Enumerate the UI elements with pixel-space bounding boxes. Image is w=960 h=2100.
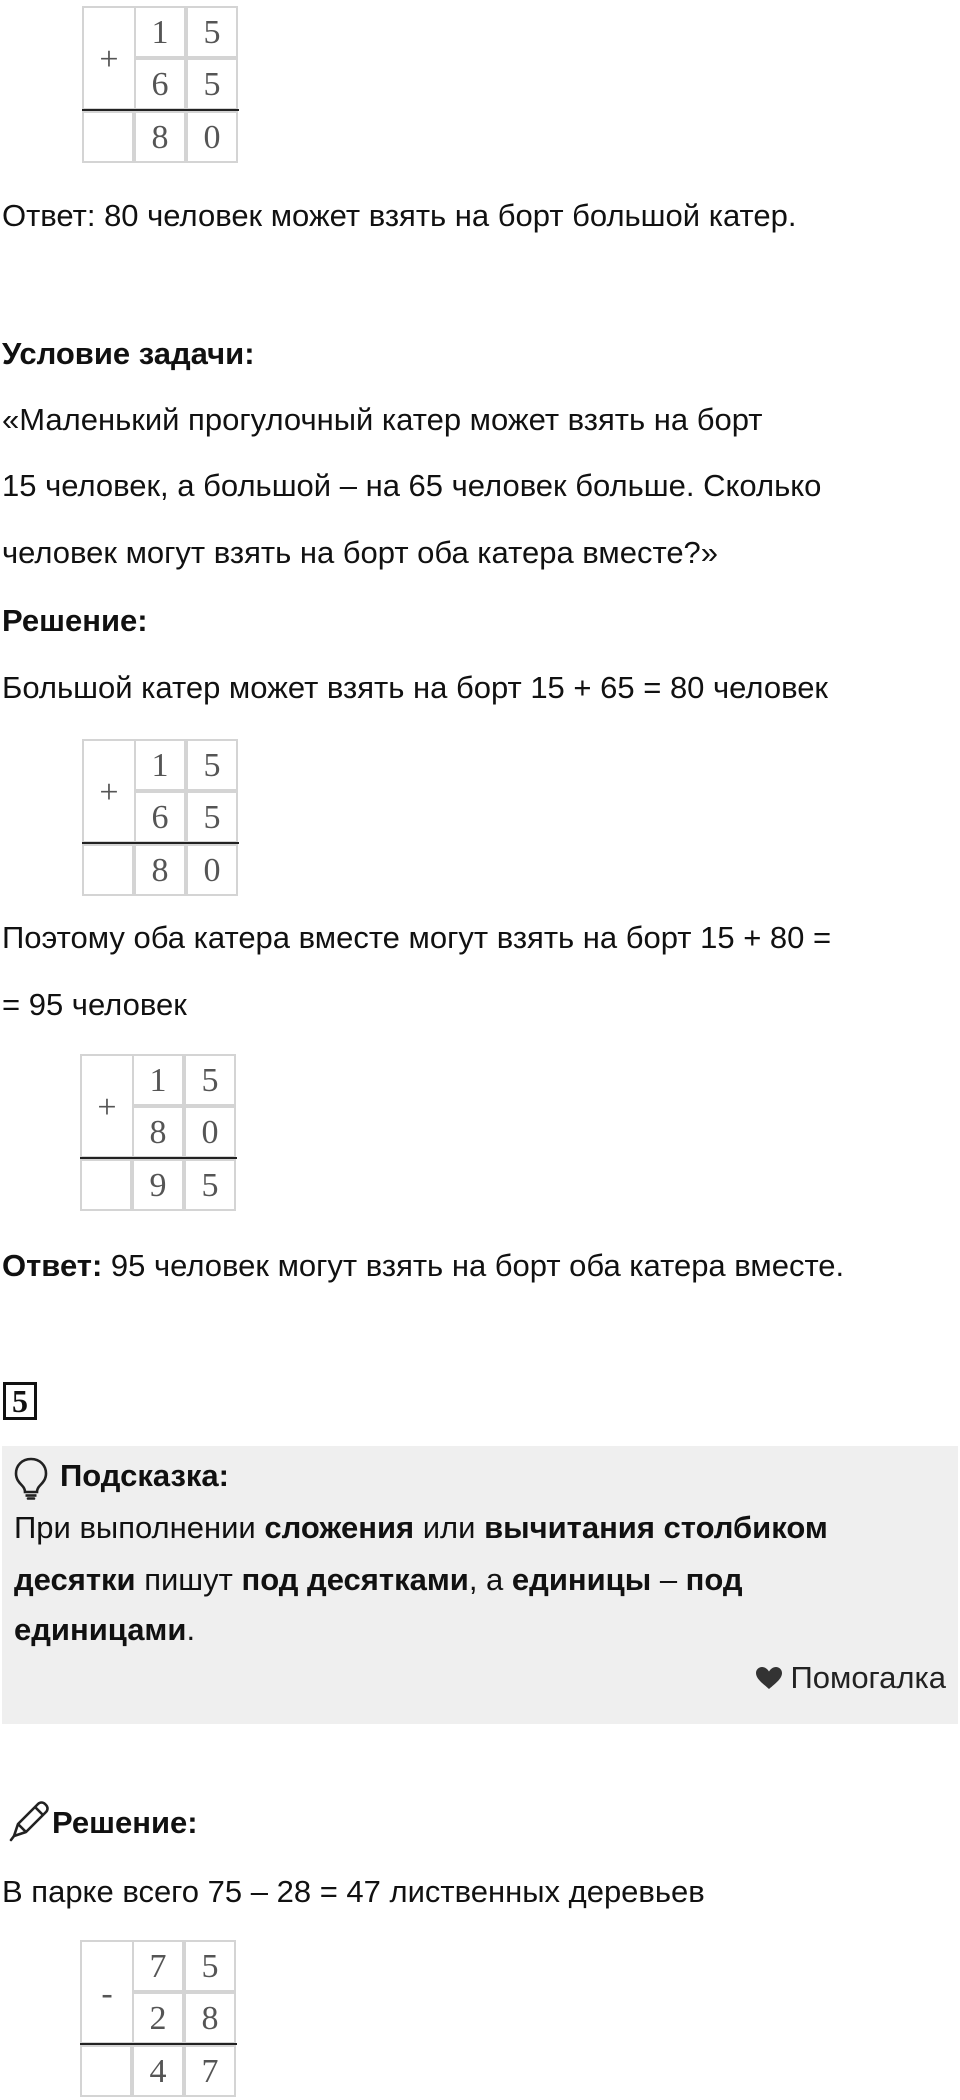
calc-digit: 0 bbox=[184, 1106, 236, 1158]
calc-digit: 0 bbox=[186, 111, 238, 163]
column-calc bbox=[80, 1940, 237, 2097]
calc-digit: 4 bbox=[132, 2045, 184, 2097]
answer-text: 95 человек могут взять на борт оба катера вместе. bbox=[102, 1248, 845, 1283]
calc-digit: 7 bbox=[184, 2045, 236, 2097]
heart-icon bbox=[754, 1665, 784, 1691]
calc-operator: + bbox=[80, 1054, 132, 1158]
calc-empty-cell bbox=[80, 1159, 132, 1211]
hint-bold-text: единицы bbox=[511, 1562, 652, 1597]
calc-operator: - bbox=[80, 1940, 132, 2044]
calc-digit: 6 bbox=[134, 58, 186, 110]
answer-text: Ответ: 80 человек может взять на борт большой катер. bbox=[2, 198, 797, 233]
condition-line: человек могут взять на борт оба катера вместе?» bbox=[2, 535, 719, 570]
solution-line: = 95 человек bbox=[2, 987, 187, 1022]
calc-digit: 0 bbox=[186, 844, 238, 896]
calc-digit: 5 bbox=[184, 1159, 236, 1211]
hint-title: Подсказка: bbox=[60, 1458, 229, 1493]
solution-title: Решение: bbox=[2, 603, 148, 638]
calc-empty-cell bbox=[82, 844, 134, 896]
hint-text: . bbox=[186, 1612, 196, 1647]
solution-title: Решение: bbox=[52, 1805, 198, 1840]
calc-digit: 6 bbox=[134, 791, 186, 843]
calc-digit: 5 bbox=[186, 6, 238, 58]
answer-line bbox=[2, 1246, 844, 1286]
calc-digit: 1 bbox=[134, 6, 186, 58]
calc-empty-cell bbox=[82, 111, 134, 163]
hint-text: или bbox=[414, 1510, 485, 1545]
calc-digit: 1 bbox=[132, 1054, 184, 1106]
hint-text: При выполнении bbox=[14, 1510, 265, 1545]
calc-digit: 5 bbox=[184, 1940, 236, 1992]
column-calc bbox=[80, 1054, 237, 1211]
lightbulb-icon bbox=[12, 1456, 50, 1505]
calc-digit: 8 bbox=[184, 1992, 236, 2044]
hint-line bbox=[14, 1562, 743, 1598]
calc-digit: 5 bbox=[186, 739, 238, 791]
calc-digit: 5 bbox=[186, 58, 238, 110]
condition-line: 15 человек, а большой – на 65 человек больше. Сколько bbox=[2, 468, 822, 503]
pencil-icon bbox=[6, 1800, 50, 1849]
solution-line: Поэтому оба катера вместе могут взять на борт 15 + 80 = bbox=[2, 920, 832, 955]
calc-digit: 5 bbox=[184, 1054, 236, 1106]
hint-bold-text: под десятками bbox=[241, 1562, 469, 1597]
calc-operator: + bbox=[82, 6, 134, 110]
hint-bold-text: сложения bbox=[264, 1510, 415, 1545]
credit-label: Помогалка bbox=[790, 1660, 946, 1695]
calc-operator: + bbox=[82, 739, 134, 843]
column-calc bbox=[82, 6, 239, 163]
hint-bold-text: вычитания столбиком bbox=[484, 1510, 828, 1545]
calc-digit: 9 bbox=[132, 1159, 184, 1211]
solution-line: Большой катер может взять на борт 15 + 65 = 80 человек bbox=[2, 670, 828, 705]
hint-text: , а bbox=[468, 1562, 512, 1597]
calc-empty-cell bbox=[80, 2045, 132, 2097]
condition-line: «Маленький прогулочный катер может взять на борт bbox=[2, 402, 763, 437]
hint-credit[interactable] bbox=[754, 1660, 946, 1696]
hint-line bbox=[14, 1510, 828, 1546]
hint-bold-text: единицами bbox=[14, 1612, 187, 1647]
calc-digit: 2 bbox=[132, 1992, 184, 2044]
solution-line: В парке всего 75 – 28 = 47 лиственных деревьев bbox=[2, 1874, 705, 1909]
hint-box bbox=[2, 1446, 958, 1724]
hint-bold-text: десятки bbox=[14, 1562, 136, 1597]
calc-digit: 8 bbox=[132, 1106, 184, 1158]
condition-title: Условие задачи: bbox=[2, 336, 255, 371]
calc-digit: 7 bbox=[132, 1940, 184, 1992]
calc-digit: 8 bbox=[134, 111, 186, 163]
hint-bold-text: под bbox=[685, 1562, 743, 1597]
column-calc bbox=[82, 739, 239, 896]
hint-text: – bbox=[651, 1562, 686, 1597]
task-number: 5 bbox=[3, 1382, 37, 1420]
calc-digit: 8 bbox=[134, 844, 186, 896]
calc-digit: 1 bbox=[134, 739, 186, 791]
hint-line bbox=[14, 1612, 195, 1648]
answer-label: Ответ: bbox=[2, 1248, 103, 1283]
hint-text: пишут bbox=[135, 1562, 242, 1597]
calc-digit: 5 bbox=[186, 791, 238, 843]
